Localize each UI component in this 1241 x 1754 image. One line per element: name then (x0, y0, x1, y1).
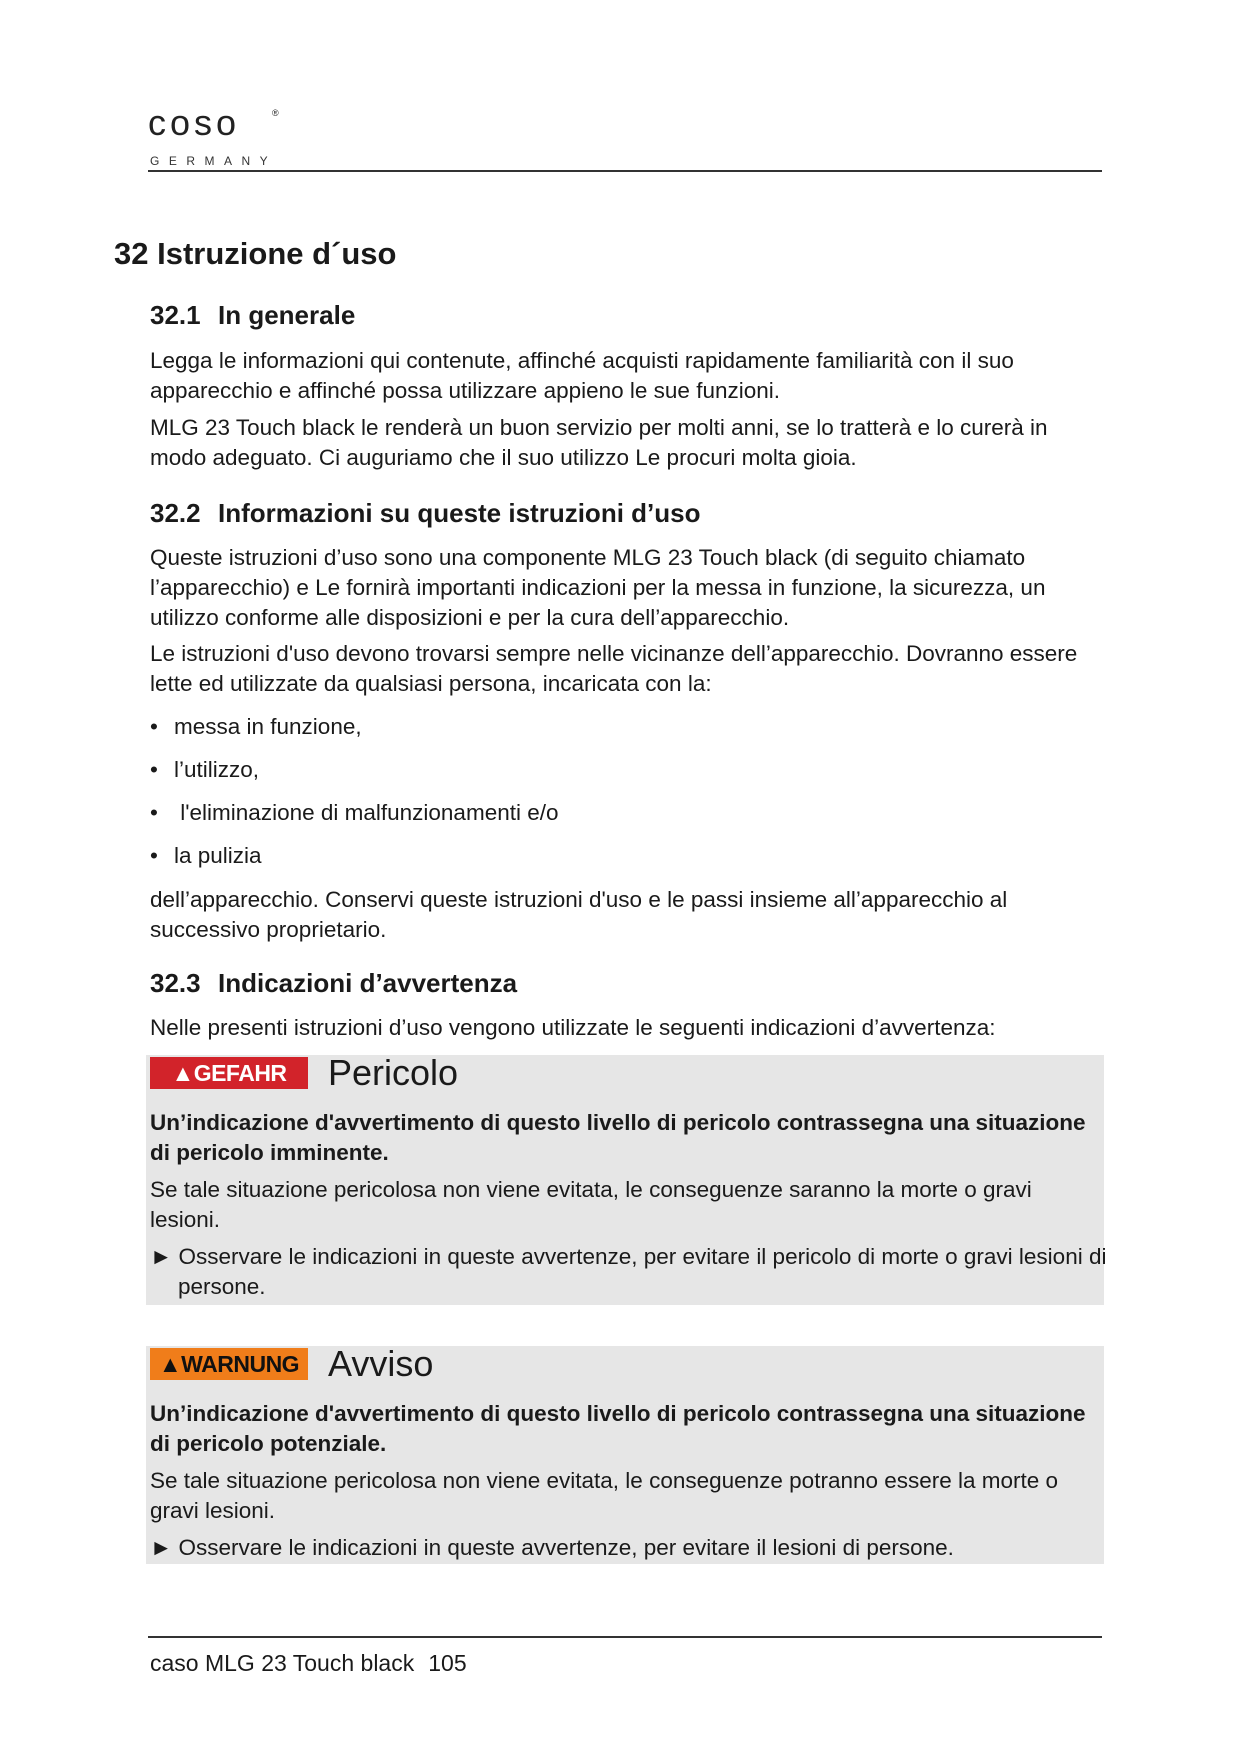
warning-text: Se tale situazione pericolosa non viene evitata, le conseguenze saranno la morte o gravi lesioni. (150, 1177, 1032, 1232)
paragraph: dell’apparecchio. Conservi queste istruzioni d'uso e le passi insieme all’apparecchio al successivo proprietario. (150, 887, 1008, 942)
brand-name: coso (148, 102, 241, 143)
section-title: In generale (218, 300, 356, 330)
warning-text: Se tale situazione pericolosa non viene evitata, le conseguenze potranno essere la morte o gravi lesioni. (150, 1468, 1059, 1523)
section-number: 32.1 (150, 300, 201, 330)
chapter-title: 32 Istruzione d´uso (114, 236, 397, 271)
section-title: Indicazioni d’avvertenza (218, 968, 518, 998)
paragraph: Nelle presenti istruzioni d’uso vengono utilizzate le seguenti indicazioni d’avvertenza: (150, 1015, 996, 1040)
section-heading-32-3 (150, 968, 517, 999)
list-item: • messa in funzione, (150, 712, 362, 742)
warning-bold-text: Un’indicazione d'avvertimento di questo livello di pericolo contrassegna una situazione di pericolo imminente. (150, 1110, 1086, 1165)
section-number: 32.2 (150, 498, 201, 528)
brand-subtitle: GERMANY (150, 154, 278, 168)
list-item: • l'eliminazione di malfunzionamenti e/o (150, 798, 559, 828)
bullet-icon: • (150, 714, 158, 739)
warning-bold-text: Un’indicazione d'avvertimento di questo livello di pericolo contrassegna una situazione di pericolo potenziale. (150, 1401, 1086, 1456)
section-heading-32-1 (150, 300, 355, 331)
header-rule (148, 170, 1102, 172)
page-number: 105 (428, 1650, 467, 1676)
section-heading-32-2 (150, 498, 700, 529)
trademark-symbol: ® (272, 108, 279, 118)
bullet-icon: • (150, 757, 158, 782)
footer-label: caso MLG 23 Touch black (150, 1650, 415, 1676)
section-title: Informazioni su queste istruzioni d’uso (218, 498, 701, 528)
warning-title: Pericolo (328, 1052, 459, 1093)
warning-title: Avviso (328, 1343, 434, 1384)
paragraph: Legga le informazioni qui contenute, affinché acquisti rapidamente familiarità con il suo apparecchio e affinché possa utilizzare appieno le sue funzioni. (150, 348, 1014, 403)
section-number: 32.3 (150, 968, 201, 998)
paragraph: Queste istruzioni d’uso sono una componente MLG 23 Touch black (di seguito chiamato l’apparecchio) e Le fornirà importanti indicazioni per la messa in funzione, la sicurezza, un utilizzo conforme alle disposizioni e per la cura dell’apparecchio. (150, 545, 1046, 630)
list-item: • la pulizia (150, 841, 262, 871)
footer (150, 1650, 467, 1677)
bullet-icon: • (150, 843, 158, 868)
warning-action: ► Osservare le indicazioni in queste avvertenze, per evitare il pericolo di morte o gravi lesioni di persone. (150, 1244, 1107, 1299)
warning-action: ► Osservare le indicazioni in queste avvertenze, per evitare il lesioni di persone. (150, 1535, 954, 1560)
paragraph: MLG 23 Touch black le renderà un buon servizio per molti anni, se lo tratterà e lo curerà in modo adeguato. Ci auguriamo che il suo utilizzo Le procuri molta gioia. (150, 415, 1048, 470)
danger-signal-label: ▲GEFAHR (150, 1057, 308, 1089)
footer-rule (148, 1636, 1102, 1638)
paragraph: Le istruzioni d'uso devono trovarsi sempre nelle vicinanze dell’apparecchio. Dovranno essere lette ed utilizzate da qualsiasi persona, incaricata con la: (150, 641, 1078, 696)
list-item: • l’utilizzo, (150, 755, 259, 785)
bullet-icon: • (150, 800, 158, 825)
warning-signal-label: ▲WARNUNG (150, 1348, 308, 1380)
brand-logo (148, 102, 288, 172)
